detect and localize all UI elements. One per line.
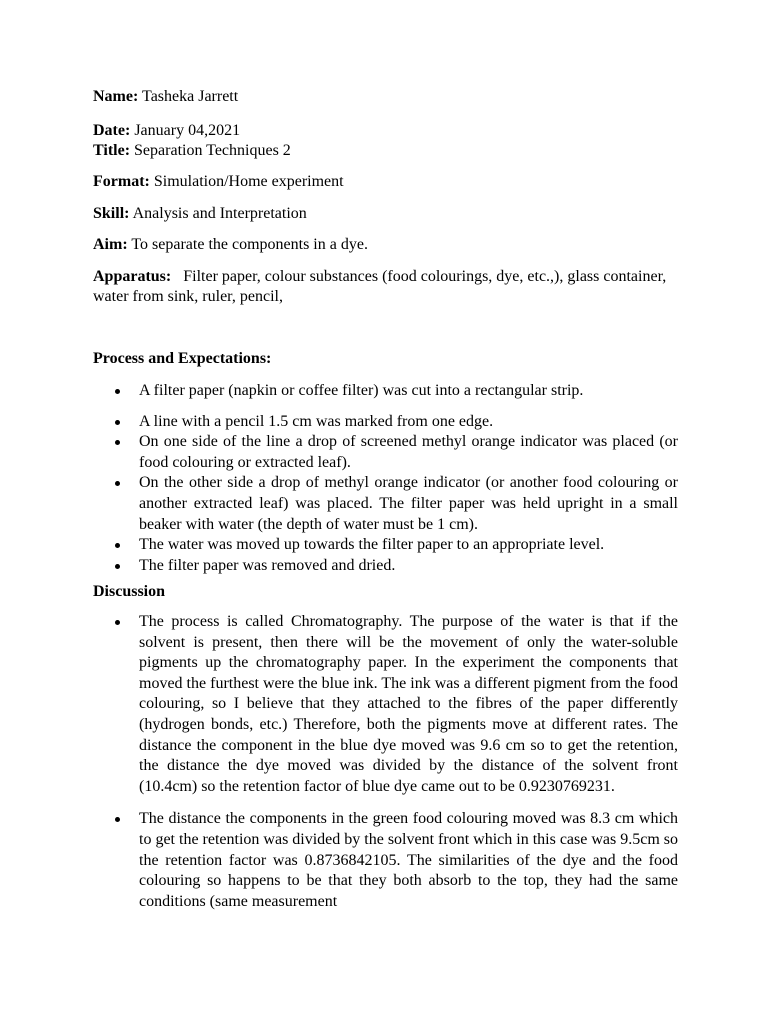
format-value: Simulation/Home experiment: [153, 173, 344, 190]
aim-line: [93, 235, 678, 255]
list-item: [93, 412, 678, 433]
list-item-text: On one side of the line a drop of screened methyl orange indicator was placed (or food colouring or extracted leaf).: [139, 433, 678, 471]
skill-value: Analysis and Interpretation: [132, 205, 307, 222]
list-item: [93, 381, 678, 402]
list-item-text: The filter paper was removed and dried.: [139, 556, 396, 574]
list-item: [93, 535, 678, 556]
list-item-text: A filter paper (napkin or coffee filter) was cut into a rectangular strip.: [139, 382, 584, 399]
list-item: [93, 809, 678, 912]
bullet-icon: [115, 440, 120, 445]
bullet-icon: [115, 481, 120, 486]
title-value: Separation Techniques 2: [134, 142, 291, 159]
list-item-text: A line with a pencil 1.5 cm was marked from one edge.: [139, 412, 494, 430]
date-line: [93, 121, 678, 141]
list-item: [93, 612, 678, 797]
discussion-heading: Discussion: [93, 583, 166, 600]
title-line: [93, 141, 678, 161]
discussion-list: [93, 612, 678, 912]
name-value: Tasheka Jarrett: [142, 88, 239, 105]
skill-line: [93, 204, 678, 224]
bullet-icon: [115, 620, 120, 625]
name-line: [93, 87, 678, 107]
list-item: [93, 432, 678, 473]
list-item: [93, 556, 678, 577]
list-item-text: The water was moved up towards the filter paper to an appropriate level.: [139, 536, 605, 554]
format-line: [93, 172, 678, 192]
format-label: Format:: [93, 173, 150, 190]
apparatus-value: Filter paper, colour substances (food colourings, dye, etc.,), glass container, water from sink, ruler, pencil,: [93, 268, 667, 305]
list-item: [93, 473, 678, 535]
date-value: January 04,2021: [134, 122, 241, 139]
bullet-icon: [115, 564, 120, 569]
date-label: Date:: [93, 122, 131, 139]
list-item-text: The distance the components in the green food colouring moved was 8.3 cm which to get the retention was divided by the solvent front which in this case was 9.5cm so the retention factor was 0.8736842105. The similarities of the dye and the food colouring so happens to be that they both absorb to the top, they had the same conditions (same measurement: [139, 810, 678, 910]
list-item-text: The process is called Chromatography. The purpose of the water is that if the solvent is present, then there will be the movement of only the water-soluble pigments up the chromatography paper. In the experiment the components that moved the furthest were the blue ink. The ink was a different pigment from the food colouring, so I believe that they attached to the fibres of the paper differently (hydrogen bonds, etc.) Therefore, both the pigments move at different rates. The distance the component in the blue dye moved was 9.6 cm so to get the retention, the distance the dye moved was divided by the distance of the solvent front (10.4cm) so the retention factor of blue dye came out to be 0.9230769231.: [139, 613, 678, 795]
list-item-text: On the other side a drop of methyl orange indicator (or another food colouring or another extracted leaf) was placed. The filter paper was held upright in a small beaker with water (the depth of water must be 1 cm).: [139, 474, 678, 533]
process-heading: Process and Expectations:: [93, 350, 272, 367]
aim-label: Aim:: [93, 236, 128, 253]
title-label: Title:: [93, 142, 131, 159]
apparatus-label: Apparatus:: [93, 268, 172, 285]
bullet-icon: [115, 420, 120, 425]
aim-value: To separate the components in a dye.: [131, 236, 368, 253]
apparatus-line: [93, 267, 678, 307]
process-list: [93, 381, 678, 576]
bullet-icon: [115, 817, 120, 822]
skill-label: Skill:: [93, 205, 130, 222]
bullet-icon: [115, 543, 120, 548]
name-label: Name:: [93, 88, 139, 105]
bullet-icon: [115, 389, 120, 394]
